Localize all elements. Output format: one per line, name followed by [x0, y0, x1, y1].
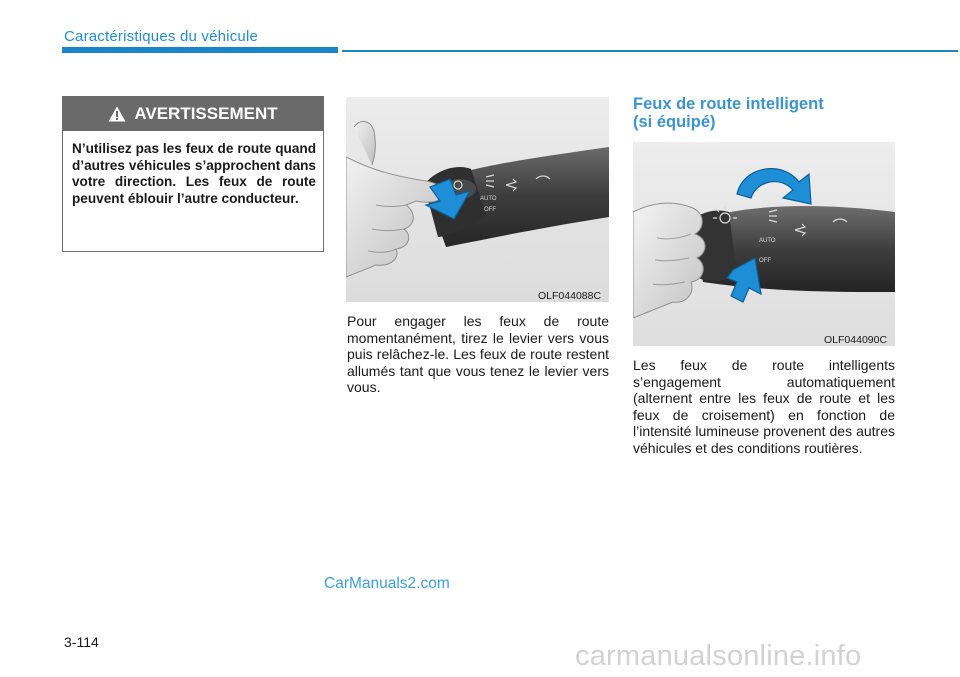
lever-rotate-illustration [633, 142, 895, 346]
warning-header [63, 97, 323, 131]
figure-pull-lever-photo [346, 97, 609, 302]
figure-smart-high-beam-photo [633, 142, 895, 346]
figure1-caption: OLF044088C [538, 290, 602, 302]
watermark-carmanualsonline: carmanualsonline.info [575, 640, 862, 672]
subsection-heading-line1: Feux de route intelligent [633, 95, 824, 113]
header-rule-thin [342, 50, 958, 52]
header-rule-thick [62, 47, 338, 53]
warning-triangle-icon [108, 106, 126, 122]
lever-pull-illustration [346, 97, 609, 302]
lever2-label-off: OFF [759, 258, 771, 264]
warning-title: AVERTISSEMENT [134, 104, 278, 123]
watermark-carmanuals2[interactable]: CarManuals2.com [324, 575, 450, 592]
page-number: 3-114 [64, 634, 99, 650]
paragraph-flash-high-beam: Pour engager les feux de route momentanément, tirez le levier vers vous puis relâchez-le. Les feux de route restent allumés tant que vous tenez le levier vers vous. [347, 313, 609, 396]
lever-label-off: OFF [484, 207, 496, 213]
section-title: Caractéristiques du véhicule [64, 28, 259, 45]
figure2-caption: OLF044090C [824, 334, 888, 346]
paragraph-smart-high-beam: Les feux de route intelligents s’engagement automatiquement (alternent entre les feux de route et les feux de croisement) en fonction de l’intensité lumineuse provenent des autres véhicules et des conditions routières. [633, 357, 895, 456]
lever2-label-auto: AUTO [759, 238, 776, 244]
warning-box [62, 96, 324, 252]
warning-text: N’utilisez pas les feux de route quand d’autres véhicules s’approchent dans votre direction. Les feux de route peuvent éblouir l’autre conducteur. [72, 141, 316, 206]
subsection-heading [633, 95, 895, 131]
lever-label-auto: AUTO [480, 196, 497, 202]
subsection-heading-line2: (si équipé) [633, 113, 716, 131]
